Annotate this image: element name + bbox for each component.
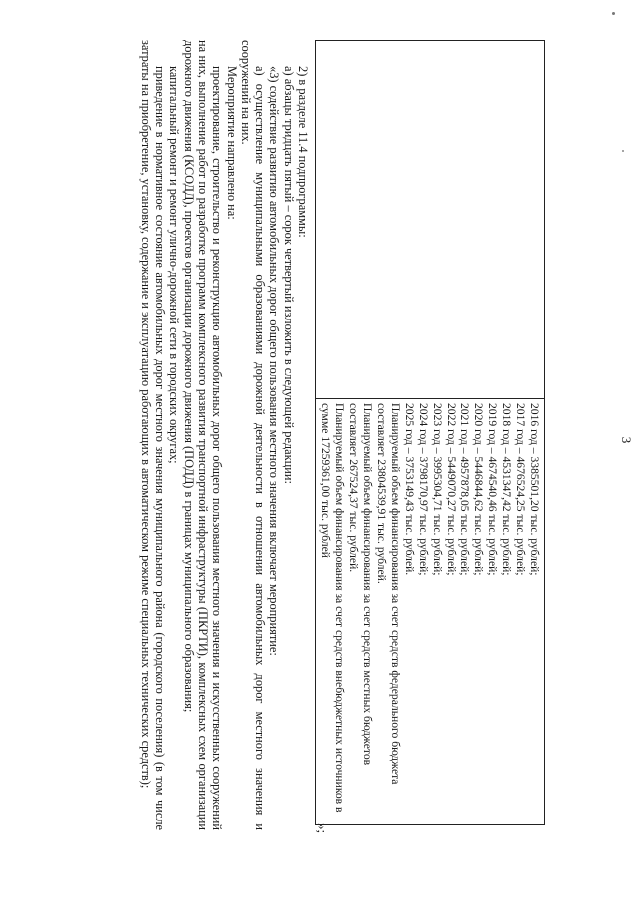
funding-line: Планируемый объем финансирования за счет средств федерального бюджета (388, 403, 402, 785)
funding-line: 2018 год – 4531347,42 тыс. рублей; (500, 403, 514, 576)
funding-line: 2021 год – 4957878,05 тыс. рублей; (458, 403, 472, 576)
funding-line: 2024 год – 3798170,97 тыс. рублей; (416, 403, 430, 576)
funding-line: сумме 17259361,00 тыс. рублей (319, 403, 333, 558)
paragraph: приведение в нормативное состояние автомобильных дорог местного значения муниципального района (городского поселения) (в том числе затраты на приобретение, установку, содержание и эксплуатацию работающих в автоматическом режиме специальных технических средств); (138, 40, 168, 830)
paragraph: капитальный ремонт и ремонт улично-дорожной сети в городских округах; (167, 66, 182, 464)
funding-line: Планируемый объем финансирования за счет средств местных бюджетов (361, 403, 375, 766)
document-body (138, 40, 310, 830)
funding-line: составляет 267524,37 тыс. рублей. (347, 403, 361, 573)
rotated-content (80, 30, 640, 850)
funding-line: 2023 год – 3995304,71 тыс. рублей; (430, 403, 444, 576)
table-column-divider (316, 398, 544, 399)
page-number: 3 (619, 436, 634, 444)
funding-table (315, 40, 545, 825)
funding-line: составляет 23804539,91 тыс. рублей. (375, 403, 389, 584)
funding-line: 2025 год – 3753149,43 тыс. рублей. (402, 403, 416, 576)
paragraph: а) абзацы тридцать пятый – сорок четвертый изложить в следующей редакции: (281, 66, 296, 484)
funding-line: 2017 год – 4676524,25 тыс. рублей; (514, 403, 528, 576)
table-closing-quote: »; (315, 823, 330, 834)
funding-line: 2019 год – 4674540,46 тыс. рублей; (486, 403, 500, 576)
funding-line: 2022 год – 5449070,27 тыс. рублей; (444, 403, 458, 576)
paragraph: проектирование, строительство и реконструкцию автомобильных дорог общего пользования местного значения и искусственных сооружений на них, выполнение работ по разработке программ комплексного развития транспортной инфраструктуры (ПКРТИ), комплексных схем организации дорожного движения (КСОДД), проектов организации дорожного движения (ПОДД) в границах муниципального образования; (181, 40, 225, 830)
funding-line: Планируемый объем финансирования за счет средств внебюджетных источников в (333, 403, 347, 813)
paragraph: 2) в разделе 11.4 подпрограммы: (296, 66, 310, 238)
funding-cell (319, 403, 542, 820)
funding-line: 2020 год – 5446844,62 тыс. рублей; (472, 403, 486, 576)
funding-line: 2016 год – 3385501,20 тыс. рублей; (528, 403, 541, 576)
paragraph: а) осуществление муниципальными образованиями дорожной деятельности в отношении автомобильных дорог местного значения и сооружений на них. (238, 40, 268, 830)
paragraph: Мероприятие направлено на: (224, 66, 239, 220)
scan-speck (612, 12, 615, 15)
paragraph: «3) содействие развитию автомобильных дорог общего пользования местного значения включает мероприятие: (267, 66, 282, 656)
